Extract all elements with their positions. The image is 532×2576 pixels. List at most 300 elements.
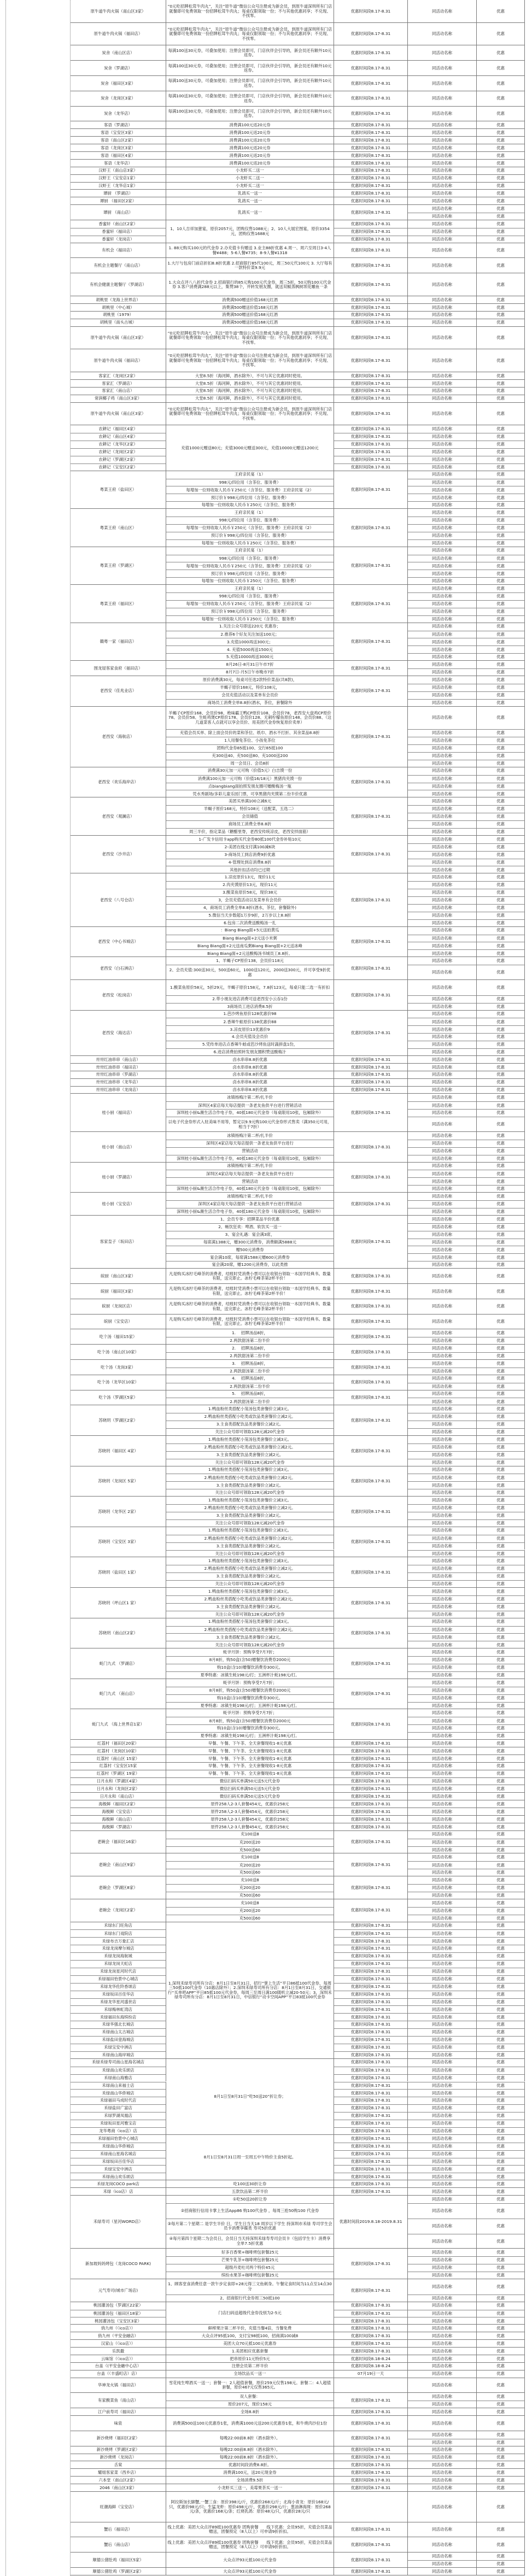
offer-description: 8月8折，购50盒(含50)赠餐饮消费券2000元 xyxy=(166,1717,334,1724)
promo-period: 优惠时间段8.17-8.31 xyxy=(334,1998,408,2006)
offer-description: 1.深圳禾绿寿司所有分店：8月1日至8月31日，招行“掌上生活”平日86抵100代金券，每周三50抵100代金券（10惠店除外）；2.深圳禾绿寿司所有分店：8月1日至8月31日，交通银行“买单吧APP”平日85抵100元代金券，每周三至周日满100随机立减20-50元；3，深圳禾绿寿司所有分店：8月1日至8月31日，中信银行“动卡空间APP”平日83抵100代金券 xyxy=(166,1922,334,2059)
promo-period: 优惠时间段8.17-8.31 xyxy=(334,2279,408,2302)
promotion-table-page xyxy=(5,0,525,2576)
activity-name: 同活动名称 xyxy=(408,653,477,661)
offer-description: 深圳区4家店每天每店提供一条老友鱼供平台进行营销活动 xyxy=(166,1200,334,1208)
promo-type: 优惠 xyxy=(477,23,525,46)
offer-description: 深圳桂小厨&潮生活合作电子券，40抵180元代金券（每桌限用10张，包厢除外） xyxy=(166,1155,334,1163)
promo-type: 优惠 xyxy=(477,1459,525,1466)
promo-type: 优惠 xyxy=(477,1641,525,1648)
offer-description: 3，会员充值活动以及菜单有会员价 xyxy=(166,896,334,904)
store-name: 禾绿梅林虹湾店 xyxy=(71,2005,166,2013)
promo-type: 优惠 xyxy=(477,873,525,881)
store-group xyxy=(71,395,525,403)
activity-name: 同活动名称 xyxy=(408,2249,477,2256)
promo-period: 优惠时间段8.17-8.31 xyxy=(334,509,408,547)
store-name: 有机会健康主题餐厅（罗湖店） xyxy=(71,273,166,296)
promo-type: 优惠 xyxy=(477,1907,525,1915)
promo-period: 优惠时间段8.17-8.31 xyxy=(334,1216,408,1269)
promo-type: 优惠 xyxy=(477,1253,525,1261)
offer-description: 1.大厅与包房门前店折扣8.8折优惠 2.招商银行85代100元，周三50元代100元 3. 大厅每有一款特价菜9.9元 xyxy=(166,258,334,273)
offer-description: 每增加一位则收取人民币￥250元（含茶位、服务费）王府亲民宴（2） xyxy=(166,562,334,570)
activity-name: 同活动名称 xyxy=(408,2051,477,2059)
store-name: 六本堂（南山区2家） xyxy=(71,2477,166,2484)
promo-period: 优惠时间段8.17-8.31 xyxy=(334,1876,408,1899)
promo-type: 优惠 xyxy=(477,433,525,441)
activity-name: 同活动名称 xyxy=(408,2028,477,2036)
activity-name: 同活动名称 xyxy=(408,866,477,873)
promo-type: 优惠 xyxy=(477,1132,525,1140)
promo-type: 优惠 xyxy=(477,1960,525,1968)
promo-period: 优惠时间段8.17-8.31 xyxy=(334,1922,408,1930)
promo-period: 优惠时间段8.17-8.31 xyxy=(334,2051,408,2059)
offer-description: 预订价￥998元/四位用（含茶位、服务费） xyxy=(166,494,334,501)
promo-period: 优惠时间段8.17-8.31 xyxy=(334,1497,408,1527)
activity-name: 同活动名称 xyxy=(408,2355,477,2363)
promo-type: 优惠 xyxy=(477,577,525,585)
promo-period: 优惠时间段8.17-8.31 xyxy=(334,1618,408,1649)
promo-period xyxy=(334,2378,408,2393)
promo-type: 优惠 xyxy=(477,1011,525,1018)
activity-name: 同活动名称 xyxy=(408,1588,477,1595)
offer-description: 2. 招牌汤品8折， xyxy=(166,1345,334,1352)
offer-description: 1.鸭血粉丝类搭配小笼汤包类套餐价立减3元。 xyxy=(166,1557,334,1565)
store-name: 新加坡妈妈烤包（龙岗COCO PARK) xyxy=(71,2249,166,2279)
store-group xyxy=(71,509,525,547)
promo-period: 优惠时间段8.17-8.31 xyxy=(334,144,408,152)
offer-description: 会员充值活动以及菜单有会员价 xyxy=(166,691,334,699)
store-group xyxy=(71,160,525,167)
store-name: 客家汇（龙岗区2家） xyxy=(71,372,166,380)
activity-name: 同活动名称 xyxy=(408,1140,477,1147)
offer-description: 凡是购买冰柠毛峰茶的消费者，结账时凭消费小票可以在收银台领取一本国学经典书。数量有限，送完即止。冰柠毛峰茶第2杯半价！ xyxy=(166,1299,334,1315)
activity-name: 同活动名称 xyxy=(408,1428,477,1436)
promo-type: 优惠 xyxy=(477,2477,525,2484)
promo-period: 优惠时间段8.17-8.31 xyxy=(334,441,408,448)
store-group xyxy=(71,1793,525,1800)
activity-name: 同活动名称 xyxy=(408,1421,477,1428)
promo-type: 优惠 xyxy=(477,1588,525,1595)
offer-description: 消费满100元返20元券 xyxy=(166,144,334,152)
promo-period: 优惠时间段8.17-8.31 xyxy=(334,205,408,220)
store-group xyxy=(71,1899,525,1922)
activity-name: 同活动名称 xyxy=(408,2332,477,2340)
offer-description: 3.酸菜鱼原价58元，现价38元 xyxy=(166,889,334,896)
promo-type: 优惠 xyxy=(477,441,525,448)
activity-name: 同活动名称 xyxy=(408,1702,477,1710)
store-name: 蚝门九式 （海上世界店1家） xyxy=(71,1709,166,1740)
offer-description: 8月7日-月5日午市晚市7折 xyxy=(166,668,334,676)
offer-description: 充值1000元赠送80元；充值3000元赠送300元，充值10000元赠送1200元 xyxy=(166,425,334,471)
store-group xyxy=(71,2325,525,2332)
offer-description: 芒果牛乳茶+咖啡烤包套餐25元 xyxy=(166,2256,334,2264)
offer-description: “0元吃招牌松茸牛肉丸”，关注“原牛道”微信公众号注册成为新会员，到原牛道深圳所有门店就餐即可免费领取一份招牌松茸牛肉丸；每桌仅限领取一份；不与其他优惠同享；不兑现、不找零。 xyxy=(166,349,334,372)
store-group xyxy=(71,547,525,585)
offer-description: 线上优惠：美团大众点评89抵100优惠券 团购套餐 线下优惠：会员95折，充值会员菜品赠送，团餐预定（8人以上）可申请9折折扣。 xyxy=(166,2537,334,2552)
offer-description: 消费满500送100元优惠券1张，消费满1000元送200元优惠券1张，和牛烧肉沙拉1份 xyxy=(166,2416,334,2431)
offer-description: 充200送20 xyxy=(166,1907,334,1915)
activity-name: 同活动名称 xyxy=(408,1079,477,1087)
promo-period: 优惠时间段8.17-8.31 xyxy=(334,2393,408,2408)
store-group xyxy=(71,1679,525,1710)
activity-name: 同活动名称 xyxy=(408,1246,477,1253)
offer-description: 大堂8.5折（海河鲜，酒水除外），不可与其它优惠同时使用。 xyxy=(166,372,334,380)
promo-type: 优惠 xyxy=(477,904,525,912)
offer-description: 2.鸭血粉丝类搭配小吃类或饮品类套餐价立减2元。 xyxy=(166,1474,334,1481)
store-name: 皖厨（福田区3家） xyxy=(71,1284,166,1299)
store-name: 苏晓玥（南山区2家） xyxy=(71,1618,166,1649)
store-name: 俏九州（（ico店）） xyxy=(71,2325,166,2332)
offer-description: 3-商场员工到店消费9折优惠 xyxy=(166,851,334,859)
offer-description: 充200送20 xyxy=(166,1839,334,1846)
store-name: 禾绿盐田广富店 xyxy=(71,2104,166,2112)
store-group xyxy=(71,2537,525,2552)
offer-description: 3商场员工进店消费8.5折 xyxy=(166,1003,334,1011)
promo-period: 优惠时间段8.17-8.31 xyxy=(334,1709,408,1740)
store-name: 老西安（中心书城店） xyxy=(71,927,166,958)
promo-type: 优惠 xyxy=(477,919,525,927)
offer-description: 深圳区4家店每天每店提供一条老友鱼供平台进行营销活动 xyxy=(166,1101,334,1109)
store-group xyxy=(71,2180,525,2188)
promo-type: 优惠 xyxy=(477,2272,525,2279)
store-group xyxy=(71,1284,525,1299)
activity-name: 同活动名称 xyxy=(408,1185,477,1193)
offer-description: 每晚22:00前8.8折（酒水除外）。 xyxy=(166,2454,334,2462)
offer-description: 大堂8.5折（海河鲜，酒水除外），不可与其它优惠同时使用。 xyxy=(166,395,334,403)
store-name: 桂小厨（宝安店） xyxy=(71,1193,166,1216)
promo-type: 优惠 xyxy=(477,2196,525,2203)
store-name: 苏晓玥（坪山区1 家） xyxy=(71,1588,166,1618)
activity-name: 同活动名称 xyxy=(408,1884,477,1892)
promo-type: 优惠 xyxy=(477,813,525,820)
offer-description: 消费满100元返20元券 xyxy=(166,121,334,129)
activity-name: 同活动名称 xyxy=(408,1876,477,1884)
store-group xyxy=(71,197,525,205)
store-name: 老西安（观澜店） xyxy=(71,797,166,836)
promo-type: 优惠 xyxy=(477,1223,525,1231)
store-name: 客语（罗湖店） xyxy=(71,121,166,129)
activity-name: 同活动名称 xyxy=(408,942,477,949)
store-name: 皖厨（南山区3家） xyxy=(71,1269,166,1284)
store-name: 禾绿东门戏院店 xyxy=(71,1929,166,1937)
promo-type: 优惠 xyxy=(477,1679,525,1687)
activity-name: 同活动名称 xyxy=(408,2363,477,2370)
promo-type: 优惠 xyxy=(477,539,525,547)
promo-period: 优惠时间段8.17-8.31 xyxy=(334,2446,408,2454)
activity-name: 同活动名称 xyxy=(408,2461,477,2469)
store-name: 台盖（(平安金融中心店） xyxy=(71,2363,166,2370)
promo-type: 优惠 xyxy=(477,2059,525,2067)
activity-name: 同活动名称 xyxy=(408,729,477,737)
store-name: 胡桃里（1979） xyxy=(71,312,166,319)
offer-description: 1.大众点评八八折代金券 2.招商银行的85元购100元代金券，周三5折，50元购100元代金券 3.客户消费满288元以上，集赞38个，并转发朋友圈，就送双椒蒸枫树坝花雕鱼一条 xyxy=(166,273,334,296)
offer-description: 每增加一位则收取人民币￥250元（含茶位、服务费） xyxy=(166,501,334,509)
store-group xyxy=(71,258,525,273)
activity-name: 同活动名称 xyxy=(408,1656,477,1664)
promo-period: 优惠时间段8.17-8.31 xyxy=(334,372,408,380)
offer-description: 消费满100元返20元券 xyxy=(166,137,334,144)
activity-name: 同活动名称 xyxy=(408,2295,477,2302)
promo-type: 优惠 xyxy=(477,486,525,494)
promo-type: 优惠 xyxy=(477,1117,525,1132)
promo-type: 优惠 xyxy=(477,1853,525,1861)
activity-name: 同活动名称 xyxy=(408,296,477,304)
promo-type: 优惠 xyxy=(477,395,525,403)
activity-name: 同活动名称 xyxy=(408,76,477,91)
store-name: 红荔村（罗湖区 19家） xyxy=(71,1770,166,1778)
promo-period: 优惠时间段8.17-8.31 xyxy=(334,2059,408,2067)
offer-description: 冰镇杨梅汁第二杯/扎半价 xyxy=(166,1132,334,1140)
store-name: 卅卅红油串串（罗湖店） xyxy=(71,1071,166,1079)
activity-name: 同活动名称 xyxy=(408,828,477,836)
promo-type: 优惠 xyxy=(477,2431,525,2439)
promo-type: 优惠 xyxy=(477,1064,525,1071)
store-name: 苏晓玥（福田区 4家） xyxy=(71,1436,166,1466)
promo-period: 优惠时间段8.17-8.31 xyxy=(334,957,408,980)
promo-period: 优惠时间段8.17-8.31 xyxy=(334,1763,408,1770)
promo-type: 优惠 xyxy=(477,1466,525,1474)
promo-period: 优惠时间段8.17-8.31 xyxy=(334,836,408,874)
store-group xyxy=(71,623,525,661)
promo-period: 优惠时间段8.17-8.31 xyxy=(334,1064,408,1071)
promo-type: 优惠 xyxy=(477,183,525,190)
store-group xyxy=(71,2484,525,2492)
store-name: 江户前寿司（福田店） xyxy=(71,2408,166,2416)
offer-description: 吃100送30折让券 xyxy=(166,2180,334,2188)
activity-name: 同活动名称 xyxy=(408,1101,477,1109)
promo-period: 优惠时间段8.17-8.31 xyxy=(334,2416,408,2431)
store-group xyxy=(71,2196,525,2249)
offer-description: 1.凉皮原价13元，现价11元 xyxy=(166,873,334,881)
offer-description: 1.鸭血粉丝类搭配小笼汤包类套餐价立减3元。 xyxy=(166,1618,334,1626)
offer-description: 营销活动 xyxy=(166,1177,334,1185)
store-group xyxy=(71,1132,525,1163)
store-group xyxy=(71,1466,525,1497)
activity-name: 同活动名称 xyxy=(408,463,477,471)
promo-type: 优惠 xyxy=(477,1945,525,1952)
store-group xyxy=(71,1163,525,1193)
store-name: 原牛道牛肉火锅（南山区3家） xyxy=(71,0,166,23)
store-name: 禾绿南山太古城店 xyxy=(71,2028,166,2036)
promo-type: 优惠 xyxy=(477,1109,525,1117)
store-group xyxy=(71,2431,525,2446)
offer-description: 5. 招牌汤品8折， xyxy=(166,1390,334,1398)
promo-period: 优惠时间段8.17-8.31 xyxy=(334,2537,408,2552)
left-merged-column xyxy=(5,0,71,2576)
promo-period: 优惠时间段8.17-8.31 xyxy=(334,1071,408,1079)
activity-name: 同活动名称 xyxy=(408,2416,477,2431)
store-name: 农耕记（南山区4家） xyxy=(71,433,166,441)
offer-description: 缤纷水果茶+咖啡烤包套餐25元 xyxy=(166,2272,334,2279)
promo-period: 优惠时间段8.17-8.31 xyxy=(334,312,408,319)
offer-description: 团购代金券85抵100、交行85抵100 xyxy=(166,744,334,752)
offer-description: 关注公众号即可领取128元减20代金券 xyxy=(166,1550,334,1558)
activity-name: 同活动名称 xyxy=(408,1345,477,1352)
promo-type: 优惠 xyxy=(477,2005,525,2013)
store-group xyxy=(71,957,525,980)
promo-type: 优惠 xyxy=(477,707,525,730)
store-name: 禾绿福田怡景中心城店 xyxy=(71,1975,166,1983)
promo-period: 优惠时间段8.17-8.31 xyxy=(334,425,408,433)
offer-description: 6.进店消费拍照转发朋友圈积赞送酸梅汁 xyxy=(166,1048,334,1056)
activity-name: 同活动名称 xyxy=(408,1253,477,1261)
promo-period: 优惠时间段8.17-8.31 xyxy=(334,129,408,137)
promo-type: 优惠 xyxy=(477,623,525,631)
promo-type: 优惠 xyxy=(477,2097,525,2104)
promo-type: 优惠 xyxy=(477,836,525,843)
promo-type: 优惠 xyxy=(477,2104,525,2112)
offer-description: 把串原价11元特价5元 xyxy=(166,2355,334,2363)
promo-period: 优惠时间段8.17-8.31 xyxy=(334,220,408,228)
activity-name: 同活动名称 xyxy=(408,638,477,646)
promo-period: 优惠时间段8.17-8.31 xyxy=(334,1345,408,1360)
offer-description: 5.凭传单进店点香辣牛蛙或芭沙烤鱼送时蔬拼盘1份， xyxy=(166,1041,334,1048)
offer-description: Biang Biang面+2元送小米粥 xyxy=(166,935,334,942)
promo-type: 优惠 xyxy=(477,1246,525,1253)
activity-name: 同活动名称 xyxy=(408,797,477,805)
store-name: 禾绿龙华星河盛世店 xyxy=(71,1998,166,2006)
promo-type: 优惠 xyxy=(477,1816,525,1823)
activity-name: 同活动名称 xyxy=(408,790,477,797)
store-name: 红荔村（龙岗区10家） xyxy=(71,1747,166,1755)
activity-name: 同活动名称 xyxy=(408,2135,477,2143)
offer-description: 早餐、午餐、下午茶、全天套餐现收1-8元优惠 xyxy=(166,1763,334,1770)
promo-period: 优惠时间段8.17-8.31 xyxy=(334,980,408,1011)
offer-description: 雪花纯生啤酒买一送一；套餐一：2人超值套餐，原价259元仅售198元。套餐二：4人超值套餐，原价467元仅售365元。 xyxy=(166,2378,334,2393)
offer-description: 美团买单满100立减6元 xyxy=(166,797,334,805)
promo-type: 优惠 xyxy=(477,1580,525,1588)
activity-name: 同活动名称 xyxy=(408,2127,477,2135)
promo-type: 优惠 xyxy=(477,866,525,873)
promo-period: 优惠时间段8.17-8.31 xyxy=(334,1299,408,1315)
activity-name: 同活动名称 xyxy=(408,205,477,213)
activity-name: 同活动名称 xyxy=(408,949,477,957)
activity-name: 同活动名称 xyxy=(408,190,477,197)
promo-period: 优惠时间段8.17-8.31 xyxy=(334,2120,408,2127)
store-group xyxy=(71,1056,525,1064)
store-group xyxy=(71,1094,525,1132)
activity-name: 同活动名称 xyxy=(408,547,477,555)
offer-description: 羊蝎子原价168元，特价108元， xyxy=(166,684,334,691)
promo-type: 优惠 xyxy=(477,236,525,243)
promo-type: 优惠 xyxy=(477,425,525,433)
offer-description: 线上优惠：美团大众点评89抵100优惠券 团购套餐 线下优惠：会员95折，充值会员菜品赠送，团餐预定（8人以上）可申请9折折扣。 xyxy=(166,2522,334,2538)
offer-description: 2.带小朋友进店消费可送老西安小云吞1份 xyxy=(166,995,334,1003)
store-name: 日月永和（南山店） xyxy=(71,1793,166,1800)
promo-type: 优惠 xyxy=(477,2150,525,2158)
activity-name: 同活动名称 xyxy=(408,1329,477,1337)
promo-period: 优惠时间段8.17-8.31 xyxy=(334,1831,408,1854)
store-group xyxy=(71,1405,525,1436)
activity-name: 同活动名称 xyxy=(408,1808,477,1816)
offer-description: 卤水串串8.8折优惠 xyxy=(166,1079,334,1087)
promo-type: 优惠 xyxy=(477,1413,525,1421)
store-name: 新沙烧烤（罗湖区2家） xyxy=(71,2446,166,2454)
offer-description: 阿拉斯加长脚蟹,一蟹三食：原价398元/斤，优惠价268元/斤；北海小青龙：原价168元/只，优惠价98元/只；生猛龙虾：原价498元/斤，优惠价298元/斤；葱油淋海斑：原价268元/条，优惠价168元/条；红烧乳鸽：原价48元/只，优惠价28元/只 xyxy=(166,2492,334,2522)
promo-period: 优惠时间段8.17-8.31 xyxy=(334,1588,408,1618)
activity-name: 同活动名称 xyxy=(408,1907,477,1915)
store-name: 客语（宝安区3家） xyxy=(71,129,166,137)
store-name: 香蜜轩（福田店） xyxy=(71,228,166,236)
activity-name: 同活动名称 xyxy=(408,707,477,730)
promo-type: 优惠 xyxy=(477,547,525,555)
store-group xyxy=(71,304,525,312)
store-group xyxy=(71,1922,525,2059)
offer-description: 3.充值1000再送300元； xyxy=(166,638,334,646)
store-name: 苏晓玥（宝安区 3家） xyxy=(71,1527,166,1558)
activity-name: 同活动名称 xyxy=(408,1572,477,1580)
promo-period xyxy=(334,2492,408,2522)
promo-period: 优惠时间段8.17-8.31 xyxy=(334,1269,408,1284)
activity-name: 同活动名称 xyxy=(408,539,477,547)
promo-period: 优惠时间段8.17-8.31 xyxy=(334,2104,408,2112)
activity-name: 同活动名称 xyxy=(408,1991,477,1998)
promo-period: 优惠时间段8.17-8.31 xyxy=(334,2477,408,2484)
store-group xyxy=(71,425,525,471)
activity-name: 同活动名称 xyxy=(408,836,477,843)
promo-period: 优惠时间段8.17-8.31 xyxy=(334,236,408,243)
offer-description: 每增加一位则收取人民币￥250元（含茶位、服务费） xyxy=(166,615,334,623)
promo-period: 优惠时间段8.17-8.31 xyxy=(334,2180,408,2188)
offer-description: 蚝爷月饼：预购享受7月7折； xyxy=(166,1648,334,1656)
store-name: 蚝门九式 （罗湖店） xyxy=(71,1648,166,1679)
activity-name: 同活动名称 xyxy=(408,304,477,312)
promo-type: 优惠 xyxy=(477,760,525,767)
promo-type: 优惠 xyxy=(477,1071,525,1079)
offer-description: 其他折扣活动均已过期 xyxy=(166,866,334,873)
promo-period: 优惠时间段8.17-8.31 xyxy=(334,160,408,167)
store-name: 禾绿龙岗星河时代店 xyxy=(71,1968,166,1975)
promo-period: 优惠时间段8.17-8.31 xyxy=(334,2082,408,2090)
offer-description: 2.鸭血粉丝类搭配小吃类或饮品类套餐价立减2元。 xyxy=(166,1595,334,1603)
promo-period: 优惠时间段8.17-8.31 xyxy=(334,2249,408,2279)
activity-name: 同活动名称 xyxy=(408,2165,477,2173)
activity-name: 同活动名称 xyxy=(408,1117,477,1132)
promo-period: 优惠时间段8.17-8.31 xyxy=(334,1557,408,1588)
store-name: 云味馆（（ico店）） xyxy=(71,2355,166,2363)
store-group xyxy=(71,372,525,380)
offer-description: 关注公众号即可领取128元减20代金券 xyxy=(166,1611,334,1618)
promo-type: 优惠 xyxy=(477,273,525,296)
offer-description: 充100送8 xyxy=(166,1831,334,1839)
activity-name: 同活动名称 xyxy=(408,820,477,828)
promo-type: 优惠 xyxy=(477,2317,525,2325)
promo-type: 优惠 xyxy=(477,1056,525,1064)
store-group xyxy=(71,1216,525,1269)
store-group xyxy=(71,2279,525,2302)
promo-type: 优惠 xyxy=(477,372,525,380)
offer-description: 充300送40、充500送80、充1000送200 xyxy=(166,752,334,760)
offer-description: 深圳区4家店每天每店提供一条老友鱼供平台进行 xyxy=(166,1170,334,1177)
offer-description: 2、会员充值:300送30元，500送60元，1000送120元，2000送300元，并可享受9折优惠 xyxy=(166,965,334,980)
store-name: 禾绿坂田百佳华店 xyxy=(71,1991,166,1998)
promo-period: 优惠时间段2019.8.18-2019.8.31 xyxy=(334,2196,408,2249)
store-group xyxy=(71,2059,525,2135)
activity-name: 同活动名称 xyxy=(408,1853,477,1861)
offer-description: 蚝爷月饼：预购享受7月7折； xyxy=(166,1679,334,1687)
store-name: 禾绿盐田壹海城店 xyxy=(71,2036,166,2044)
promo-type: 优惠 xyxy=(477,1193,525,1200)
offer-description: 充值会员买单、除上面会员价的菜和茶位、纸巾、酒水不打折、其余菜品8.8折 xyxy=(166,729,334,737)
promo-type: 优惠 xyxy=(477,1474,525,1481)
promo-period: 优惠时间段8.17-8.31 xyxy=(334,2135,408,2143)
promo-type: 优惠 xyxy=(477,797,525,805)
offer-description: 赠500元消费券 xyxy=(166,1246,334,1253)
activity-name: 同活动名称 xyxy=(408,2143,477,2150)
store-name: 原牛道牛肉火锅（福田店） xyxy=(71,23,166,46)
store-name: 禾绿福田东海缤纷店 xyxy=(71,2013,166,2021)
store-group xyxy=(71,0,525,23)
